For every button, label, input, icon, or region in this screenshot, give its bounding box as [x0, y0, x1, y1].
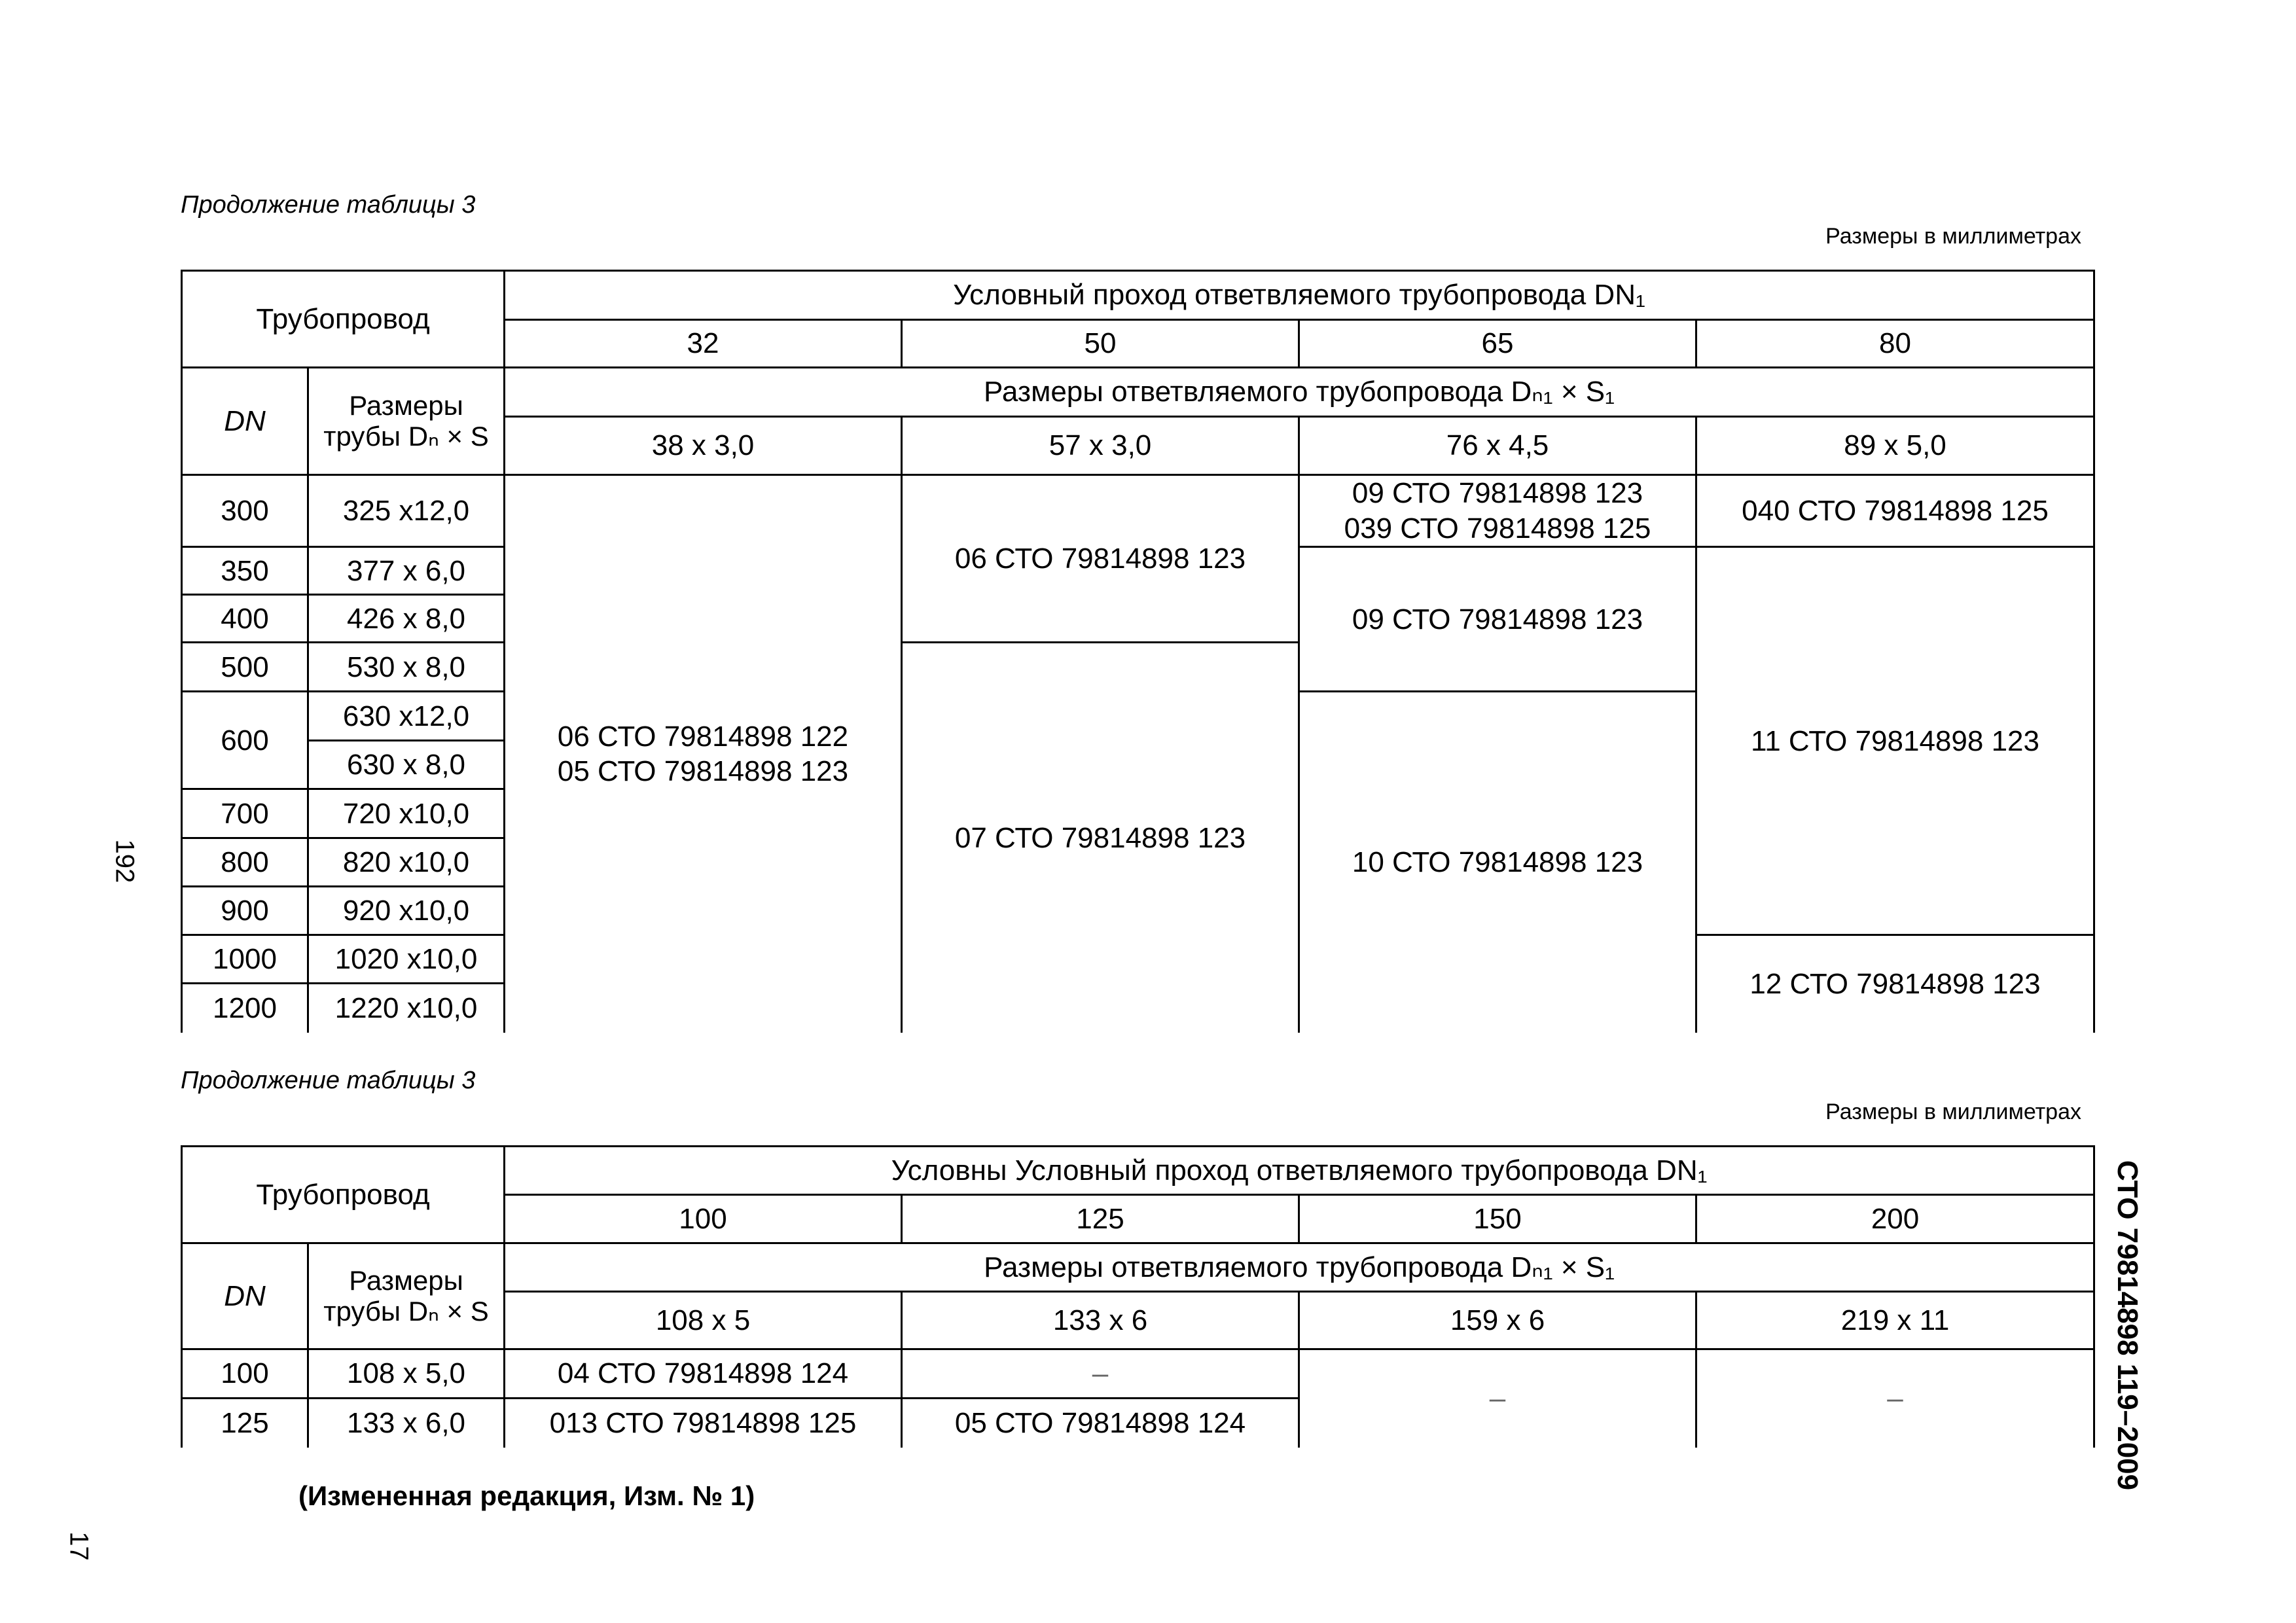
header-dn: DN — [182, 368, 308, 475]
header-branch-size-50: 57 х 3,0 — [902, 417, 1299, 475]
table-row-size: 530 х 8,0 — [308, 643, 505, 692]
table-row-size: 1020 х10,0 — [308, 935, 505, 984]
table-row-size: 1220 х10,0 — [308, 984, 505, 1033]
table1-caption: Продолжение таблицы 3 — [181, 191, 476, 219]
header-dn-65: 65 — [1299, 320, 1696, 368]
header-dn-50: 50 — [902, 320, 1299, 368]
header-pipeline: Трубопровод — [182, 1147, 505, 1243]
header-branch-size-32: 38 х 3,0 — [505, 417, 902, 475]
ref-dn50-b: 07 СТО 79814898 123 — [902, 643, 1299, 1033]
table-row-size: 630 х12,0 — [308, 692, 505, 741]
table-row-size: 325 х12,0 — [308, 475, 505, 547]
ref-dn80-b: 11 СТО 79814898 123 — [1696, 547, 2094, 935]
ref-dn150: – — [1299, 1349, 1696, 1448]
header-branch-size-200: 219 х 11 — [1696, 1292, 2094, 1349]
header-branch-size-80: 89 х 5,0 — [1696, 417, 2094, 475]
header-dn-80: 80 — [1696, 320, 2094, 368]
table1-units-note: Размеры в миллиметрах — [1825, 224, 2081, 249]
header-branch-sizes-title: Размеры ответвляемого трубопровода Dₙ₁ × S₁ — [505, 1243, 2094, 1292]
header-branch-size-150: 159 х 6 — [1299, 1292, 1696, 1349]
header-branch-size-65: 76 х 4,5 — [1299, 417, 1696, 475]
ref-dn65-a-line1: 09 СТО 79814898 123 — [1352, 477, 1643, 509]
ref-dn32-line2: 05 СТО 79814898 123 — [557, 755, 849, 788]
header-branch-sizes-title: Размеры ответвляемого трубопровода Dₙ₁ × S₁ — [505, 368, 2094, 417]
table-row-dn: 100 — [182, 1349, 308, 1399]
ref-dn125-row125: 05 СТО 79814898 124 — [902, 1399, 1299, 1448]
header-dn-200: 200 — [1696, 1195, 2094, 1243]
table-row-dn: 400 — [182, 595, 308, 643]
ref-dn50-a: 06 СТО 79814898 123 — [902, 475, 1299, 643]
page-number-top: 192 — [110, 839, 139, 883]
header-dn-32: 32 — [505, 320, 902, 368]
table-row-size: 820 х10,0 — [308, 838, 505, 887]
header-dn: DN — [182, 1243, 308, 1349]
header-dn-100: 100 — [505, 1195, 902, 1243]
table-row-dn: 900 — [182, 887, 308, 935]
table-row-size: 426 х 8,0 — [308, 595, 505, 643]
table2 — [181, 1145, 2095, 1448]
header-pipe-sizes: Размеры трубы Dₙ × S — [308, 368, 505, 475]
table-row-dn: 1200 — [182, 984, 308, 1033]
table1 — [181, 270, 2095, 1033]
header-branch-size-125: 133 х 6 — [902, 1292, 1299, 1349]
table-row-dn: 600 — [182, 692, 308, 789]
revision-note: (Измененная редакция, Изм. № 1) — [298, 1480, 755, 1511]
ref-dn125-row100: – — [902, 1349, 1299, 1399]
table2-units-note: Размеры в миллиметрах — [1825, 1099, 2081, 1124]
header-pipe-sizes: Размеры трубы Dₙ × S — [308, 1243, 505, 1349]
ref-dn80-a: 040 СТО 79814898 125 — [1696, 475, 2094, 547]
ref-dn200: – — [1696, 1349, 2094, 1448]
ref-dn100-row125: 013 СТО 79814898 125 — [505, 1399, 902, 1448]
header-branch-dn-title: Условный проход ответвляемого трубопровода DN₁ — [505, 271, 2094, 320]
table-row-size: 133 х 6,0 — [308, 1399, 505, 1448]
ref-dn65-a — [1299, 475, 1696, 547]
table-row-dn: 800 — [182, 838, 308, 887]
ref-dn65-c: 10 СТО 79814898 123 — [1299, 692, 1696, 1033]
table-row-dn: 1000 — [182, 935, 308, 984]
header-branch-dn-title: Условны Условный проход ответвляемого трубопровода DN₁ — [505, 1147, 2094, 1195]
table-row-size: 720 х10,0 — [308, 789, 505, 838]
table-row-dn: 700 — [182, 789, 308, 838]
header-dn-125: 125 — [902, 1195, 1299, 1243]
document-code: СТО 79814898 119–2009 — [2111, 1160, 2144, 1491]
header-branch-size-100: 108 х 5 — [505, 1292, 902, 1349]
ref-dn32-line1: 06 СТО 79814898 122 — [557, 720, 849, 753]
table-row-dn: 350 — [182, 547, 308, 595]
table-row-size: 630 х 8,0 — [308, 741, 505, 789]
table2-caption: Продолжение таблицы 3 — [181, 1067, 476, 1094]
table-row-dn: 300 — [182, 475, 308, 547]
ref-dn100-row100: 04 СТО 79814898 124 — [505, 1349, 902, 1399]
page-number-bottom: 17 — [64, 1531, 94, 1561]
table-row-size: 108 х 5,0 — [308, 1349, 505, 1399]
ref-dn80-c: 12 СТО 79814898 123 — [1696, 935, 2094, 1033]
ref-dn65-b: 09 СТО 79814898 123 — [1299, 547, 1696, 692]
ref-dn65-a-line2: 039 СТО 79814898 125 — [1344, 512, 1651, 544]
header-pipeline: Трубопровод — [182, 271, 505, 368]
header-dn-150: 150 — [1299, 1195, 1696, 1243]
table-row-dn: 500 — [182, 643, 308, 692]
ref-dn32 — [505, 475, 902, 1033]
table-row-size: 920 х10,0 — [308, 887, 505, 935]
table-row-dn: 125 — [182, 1399, 308, 1448]
table-row-size: 377 х 6,0 — [308, 547, 505, 595]
